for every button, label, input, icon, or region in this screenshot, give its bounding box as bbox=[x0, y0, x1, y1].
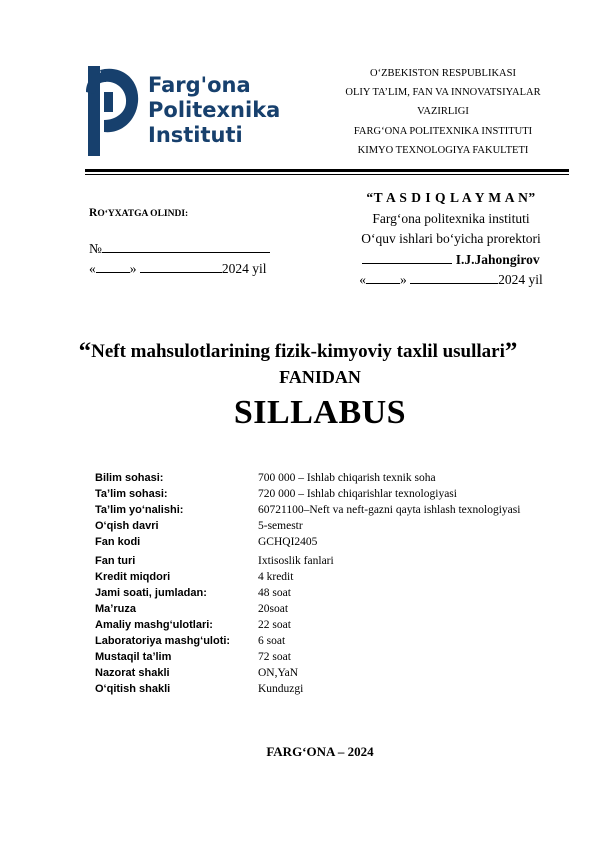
approval-line-1: Farg‘ona politexnika instituti bbox=[372, 210, 530, 226]
info-label: Bilim sohasi: bbox=[95, 472, 164, 484]
subject-caption: FANIDAN bbox=[279, 367, 361, 387]
day-blank bbox=[96, 260, 130, 273]
registered-heading bbox=[89, 207, 188, 219]
quote-open: « bbox=[359, 272, 366, 287]
info-value: Kunduzgi bbox=[258, 683, 304, 695]
logo-line-2: Politexnika bbox=[148, 98, 281, 122]
info-value: GCHQI2405 bbox=[258, 536, 318, 548]
header-line-1: O‘ZBEKISTON RESPUBLIKASI bbox=[370, 68, 516, 79]
signature-blank bbox=[362, 251, 452, 264]
info-label: Ta’lim yo‘nalishi: bbox=[95, 504, 184, 516]
info-value: 6 soat bbox=[258, 635, 286, 647]
header-divider-thick bbox=[85, 169, 569, 172]
info-label: O‘qish davri bbox=[95, 520, 159, 532]
info-value: 20soat bbox=[258, 603, 289, 615]
info-value: 72 soat bbox=[258, 651, 291, 663]
quote-open: « bbox=[89, 261, 96, 276]
info-label: O‘qitish shakli bbox=[95, 683, 171, 695]
info-label: Laboratoriya mashg‘uloti: bbox=[95, 635, 231, 647]
header-line-5: KIMYO TEXNOLOGIYA FAKULTETI bbox=[357, 144, 529, 156]
quote-close: » bbox=[399, 272, 407, 287]
ministry-header bbox=[320, 64, 566, 160]
open-quote: “ bbox=[78, 338, 92, 365]
quote-close: » bbox=[129, 261, 137, 276]
signature-line bbox=[356, 250, 546, 271]
registration-date-line bbox=[89, 260, 267, 277]
header-line-4: FARG‘ONA POLITEXNIKA INSTITUTI bbox=[353, 125, 533, 137]
approval-date-line bbox=[356, 270, 546, 291]
course-title bbox=[0, 338, 596, 366]
number-sign: № bbox=[89, 241, 102, 256]
month-blank bbox=[410, 271, 498, 284]
info-value: 4 kredit bbox=[258, 571, 294, 583]
info-value: 22 soat bbox=[258, 619, 291, 631]
header-line-2: OLIY TA’LIM, FAN VA INNOVATSIYALAR bbox=[345, 87, 541, 99]
approval-block bbox=[356, 188, 546, 291]
info-label: Mustaqil ta’lim bbox=[95, 651, 172, 663]
info-value: 720 000 – Ishlab chiqarishlar texnologiyasi bbox=[258, 488, 457, 500]
info-label: Kredit miqdori bbox=[95, 571, 171, 583]
close-quote: ” bbox=[504, 338, 518, 365]
info-value: Ixtisoslik fanlari bbox=[258, 555, 334, 567]
info-label: Amaliy mashg‘ulotlari: bbox=[95, 619, 213, 631]
approval-line-2: O‘quv ishlari bo‘yicha prorektori bbox=[361, 231, 541, 246]
info-value: 48 soat bbox=[258, 587, 291, 599]
info-value: ON,YaN bbox=[258, 667, 299, 679]
info-value: 700 000 – Ishlab chiqarish texnik soha bbox=[258, 472, 436, 484]
info-value: 60721100–Neft va neft-gazni qayta ishlash texnologiyasi bbox=[258, 504, 521, 516]
registered-first-letter: R bbox=[89, 207, 98, 219]
institute-logo bbox=[82, 62, 302, 160]
info-value: 5-semestr bbox=[258, 520, 303, 532]
month-blank bbox=[140, 260, 222, 273]
header-divider-thin bbox=[85, 174, 569, 175]
signer-name: I.J.Jahongirov bbox=[455, 251, 540, 267]
header-line-3: VAZIRLIGI bbox=[417, 106, 469, 118]
info-label: Ta’lim sohasi: bbox=[95, 488, 168, 500]
registration-number-line bbox=[89, 240, 270, 257]
logo-line-3: Instituti bbox=[148, 123, 243, 147]
approval-year: 2024 yil bbox=[498, 272, 543, 287]
logo-line-1: Farg'ona bbox=[148, 73, 251, 97]
logo-emblem-icon bbox=[82, 62, 144, 160]
document-title: SILLABUS bbox=[233, 394, 407, 431]
info-label: Ma’ruza bbox=[95, 603, 136, 615]
course-name: Neft mahsulotlarining fizik-kimyoviy taxlil usullari bbox=[91, 341, 505, 362]
approval-title: “T A S D I Q L A Y M A N” bbox=[366, 190, 536, 205]
info-label: Jami soati, jumladan: bbox=[95, 587, 207, 599]
info-label: Fan turi bbox=[95, 555, 136, 567]
number-blank bbox=[102, 240, 270, 253]
info-label: Nazorat shakli bbox=[95, 667, 170, 679]
day-blank bbox=[366, 271, 400, 284]
registration-year: 2024 yil bbox=[221, 261, 267, 276]
registered-rest: O‘YXATGA OLINDI: bbox=[97, 209, 189, 219]
city-year-footer: FARG‘ONA – 2024 bbox=[266, 744, 374, 759]
info-label: Fan kodi bbox=[95, 536, 141, 548]
